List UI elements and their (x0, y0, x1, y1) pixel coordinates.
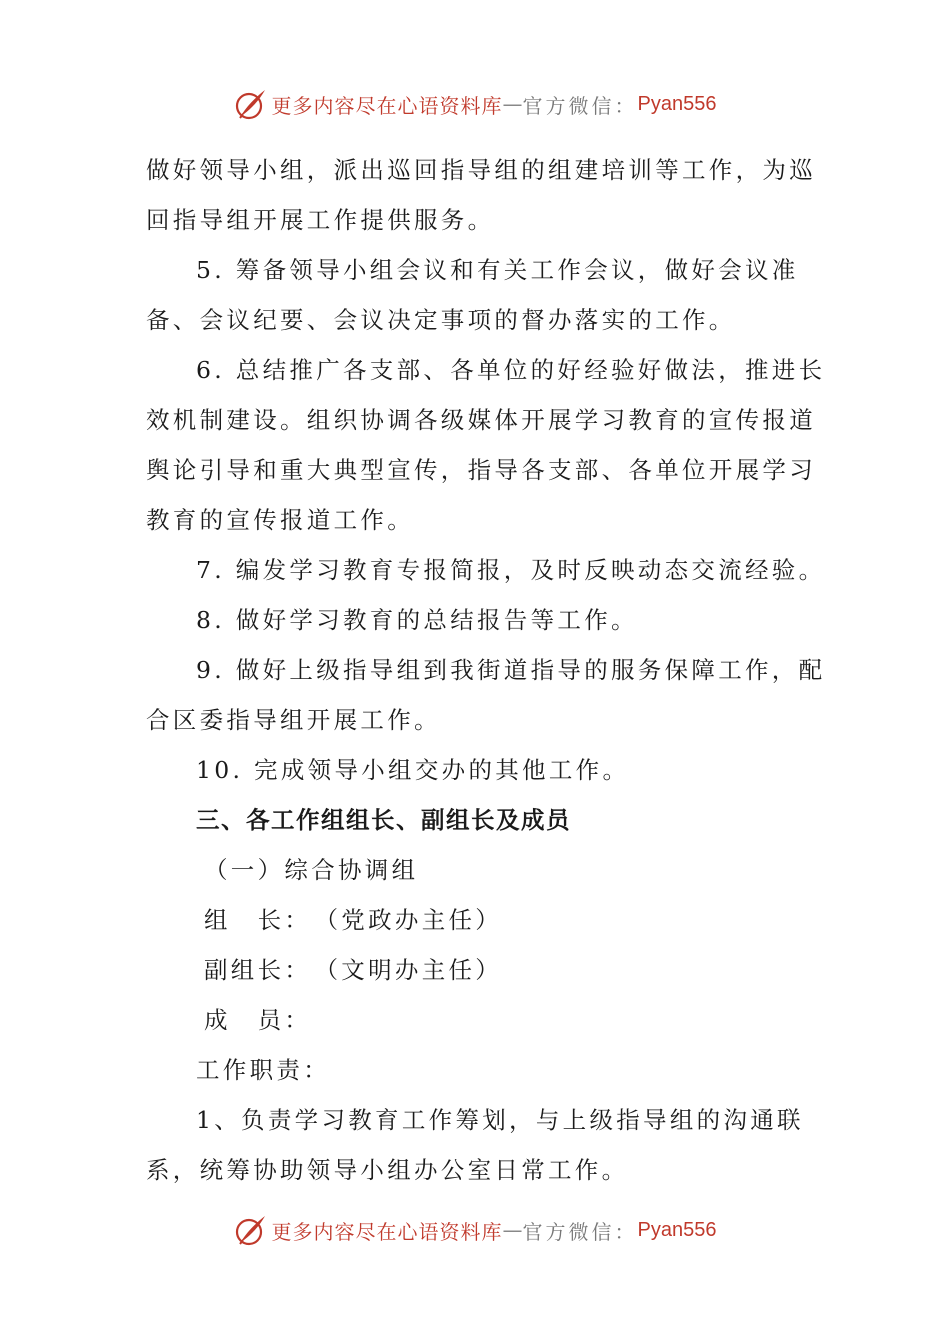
footer-watermark (0, 1210, 950, 1250)
list-item-7: 7. 编发学习教育专报简报，及时反映动态交流经验。 (196, 556, 826, 584)
quill-logo-icon (234, 87, 268, 121)
paragraph-continued-1: 做好领导小组，派出巡回指导组的组建培训等工作，为巡回指导组开展工作提供服务。 (146, 156, 816, 234)
group-members-line: 成 员： (204, 1006, 312, 1034)
header-watermark (0, 84, 950, 124)
list-item-10: 10. 完成领导小组交办的其他工作。 (196, 756, 630, 784)
group-deputy-line: 副组长： （文明办主任） (204, 956, 503, 984)
group-leader-line: 组 长： （党政办主任） (204, 906, 503, 934)
group-title: （一）综合协调组 (204, 856, 419, 884)
list-item-8: 8. 做好学习教育的总结报告等工作。 (196, 606, 638, 634)
brand-text: 更多内容尽在心语资料库 (271, 93, 503, 118)
official-wechat-label: 官方微信： (522, 93, 638, 118)
duty-item-1: 1、负责学习教育工作筹划，与上级指导组的沟通联系，统筹协助领导小组办公室日常工作。 (146, 1106, 804, 1184)
official-wechat-label: 官方微信： (522, 1219, 638, 1244)
wechat-id: Pyan556 (637, 1218, 717, 1241)
duties-label: 工作职责： (196, 1056, 330, 1084)
document-body (146, 145, 836, 1195)
banner-dash: — (502, 92, 523, 116)
list-item-5: 5. 筹备领导小组会议和有关工作会议，做好会议准备、会议纪要、会议决定事项的督办落实的工作。 (146, 256, 799, 334)
wechat-id: Pyan556 (637, 92, 717, 115)
quill-logo-icon (234, 1213, 268, 1247)
brand-text: 更多内容尽在心语资料库 (271, 1219, 503, 1244)
section-heading: 三、各工作组组长、副组长及成员 (196, 806, 571, 834)
list-item-6: 6. 总结推广各支部、各单位的好经验好做法，推进长效机制建设。组织协调各级媒体开展学习教育的宣传报道舆论引导和重大典型宣传，指导各支部、各单位开展学习教育的宣传报道工作。 (146, 356, 826, 534)
banner-dash: — (502, 1218, 523, 1242)
list-item-9: 9. 做好上级指导组到我街道指导的服务保障工作，配合区委指导组开展工作。 (146, 656, 826, 734)
